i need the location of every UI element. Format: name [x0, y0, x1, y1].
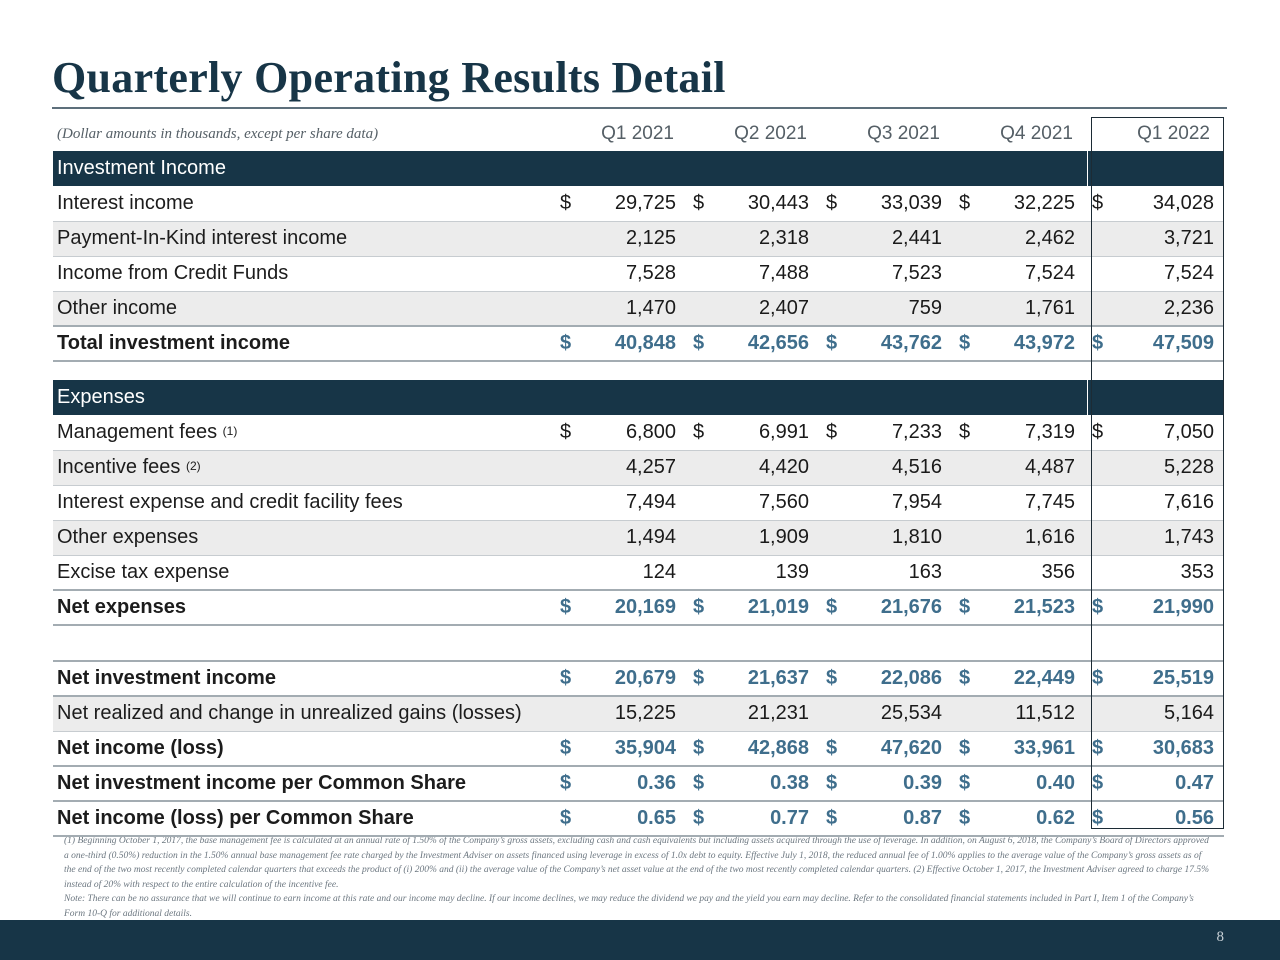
row-label: Interest expense and credit facility fees: [57, 491, 403, 513]
value-q1-2022: 7,616: [1123, 485, 1224, 520]
value-q1-2021: 6,800: [591, 415, 688, 450]
row-label: Net investment income: [57, 667, 276, 689]
column-header-q1-2021: Q1 2021: [601, 123, 674, 144]
value-q1-2021: 7,528: [591, 256, 688, 291]
row-label: Net expenses: [57, 596, 186, 618]
currency-symbol: [954, 291, 990, 326]
value-q4-2021: 1,616: [990, 520, 1087, 555]
currency-symbol: [688, 291, 724, 326]
header-spacer: [688, 117, 724, 151]
value-q3-2021: 22,086: [857, 661, 954, 696]
value-q2-2021: 139: [724, 555, 821, 590]
value-q1-2021: 124: [591, 555, 688, 590]
currency-symbol: [1087, 485, 1123, 520]
row-label: Net income (loss) per Common Share: [57, 807, 414, 829]
row-label-cell: [53, 555, 555, 590]
currency-symbol: $: [555, 766, 591, 801]
page-number: 8: [1216, 929, 1224, 945]
footer-bar: [0, 920, 1280, 960]
currency-symbol: [821, 555, 857, 590]
currency-symbol: $: [954, 661, 990, 696]
row-label-cell: [53, 221, 555, 256]
spacer-row: [53, 625, 1224, 661]
value-q3-2021: 25,534: [857, 696, 954, 731]
row-label: Excise tax expense: [57, 560, 230, 583]
value-q4-2021: 32,225: [990, 186, 1087, 221]
currency-symbol: [1087, 256, 1123, 291]
section-fill: [1087, 151, 1224, 186]
row-label: Interest income: [57, 191, 194, 214]
column-header-q3-2021: Q3 2021: [867, 123, 940, 144]
table-row: [53, 555, 1224, 590]
value-q1-2022: 25,519: [1123, 661, 1224, 696]
currency-symbol: [954, 696, 990, 731]
value-q4-2021: 11,512: [990, 696, 1087, 731]
units-note: (Dollar amounts in thousands, except per share data): [57, 125, 379, 142]
value-q1-2021: 20,169: [591, 590, 688, 625]
currency-symbol: [954, 520, 990, 555]
currency-symbol: $: [688, 186, 724, 221]
currency-symbol: $: [1087, 415, 1123, 450]
currency-symbol: [821, 520, 857, 555]
table-row: [53, 590, 1224, 625]
table-row: [53, 766, 1224, 801]
value-q2-2021: 2,318: [724, 221, 821, 256]
value-q1-2021: 2,125: [591, 221, 688, 256]
currency-symbol: [1087, 291, 1123, 326]
value-q4-2021: 0.40: [990, 766, 1087, 801]
value-q2-2021: 7,560: [724, 485, 821, 520]
row-label-cell: [53, 661, 555, 696]
value-q1-2022: 34,028: [1123, 186, 1224, 221]
row-label-cell: [53, 801, 555, 836]
value-q2-2021: 42,656: [724, 326, 821, 361]
row-label-cell: [53, 415, 555, 450]
value-q1-2021: 20,679: [591, 661, 688, 696]
currency-symbol: [555, 555, 591, 590]
currency-symbol: $: [954, 731, 990, 766]
value-q1-2022: 7,050: [1123, 415, 1224, 450]
column-header-q4-2021: Q4 2021: [1000, 123, 1073, 144]
value-q1-2022: 5,164: [1123, 696, 1224, 731]
value-q3-2021: 4,516: [857, 450, 954, 485]
value-q4-2021: 33,961: [990, 731, 1087, 766]
value-q2-2021: 0.38: [724, 766, 821, 801]
value-q1-2022: 0.47: [1123, 766, 1224, 801]
currency-symbol: $: [1087, 590, 1123, 625]
value-q2-2021: 7,488: [724, 256, 821, 291]
currency-symbol: [954, 485, 990, 520]
currency-symbol: $: [688, 731, 724, 766]
value-q3-2021: 7,954: [857, 485, 954, 520]
column-header-q1-2022: Q1 2022: [1137, 123, 1210, 144]
currency-symbol: [688, 450, 724, 485]
value-q2-2021: 2,407: [724, 291, 821, 326]
currency-symbol: [954, 450, 990, 485]
value-q2-2021: 4,420: [724, 450, 821, 485]
header-spacer: [555, 117, 591, 151]
value-q2-2021: 6,991: [724, 415, 821, 450]
value-q3-2021: 0.87: [857, 801, 954, 836]
value-q2-2021: 1,909: [724, 520, 821, 555]
currency-symbol: $: [555, 590, 591, 625]
currency-symbol: [821, 221, 857, 256]
value-q1-2022: 0.56: [1123, 801, 1224, 836]
value-q2-2021: 0.77: [724, 801, 821, 836]
section-fill: [1087, 380, 1224, 415]
currency-symbol: [821, 450, 857, 485]
currency-symbol: $: [1087, 326, 1123, 361]
currency-symbol: [555, 450, 591, 485]
row-label: Net investment income per Common Share: [57, 772, 466, 794]
currency-symbol: [555, 256, 591, 291]
currency-symbol: [688, 555, 724, 590]
row-label-cell: [53, 731, 555, 766]
currency-symbol: $: [954, 801, 990, 836]
table-row: [53, 450, 1224, 485]
row-label: Total investment income: [57, 332, 291, 354]
currency-symbol: $: [688, 326, 724, 361]
currency-symbol: [688, 696, 724, 731]
row-label-cell: [53, 186, 555, 221]
value-q1-2022: 21,990: [1123, 590, 1224, 625]
row-label-cell: [53, 485, 555, 520]
spacer-row: [53, 361, 1224, 380]
value-q2-2021: 21,637: [724, 661, 821, 696]
currency-symbol: $: [555, 731, 591, 766]
value-q1-2021: 29,725: [591, 186, 688, 221]
currency-symbol: $: [688, 661, 724, 696]
value-q4-2021: 21,523: [990, 590, 1087, 625]
currency-symbol: [555, 485, 591, 520]
value-q3-2021: 7,523: [857, 256, 954, 291]
currency-symbol: [1087, 696, 1123, 731]
value-q3-2021: 1,810: [857, 520, 954, 555]
table-row: [53, 221, 1224, 256]
currency-symbol: $: [821, 801, 857, 836]
value-q1-2021: 40,848: [591, 326, 688, 361]
value-q1-2021: 1,470: [591, 291, 688, 326]
row-label-cell: [53, 696, 555, 731]
value-q2-2021: 21,019: [724, 590, 821, 625]
value-q4-2021: 7,524: [990, 256, 1087, 291]
table-row: [53, 520, 1224, 555]
header-spacer: [1087, 117, 1123, 151]
value-q3-2021: 33,039: [857, 186, 954, 221]
currency-symbol: $: [1087, 801, 1123, 836]
currency-symbol: $: [821, 590, 857, 625]
header-row: [53, 117, 1224, 151]
currency-symbol: $: [954, 326, 990, 361]
footnote-fees: (1) Beginning October 1, 2017, the base management fee is calculated at an annual rate of 1.50% of the Company’s gross assets, excluding cash and cash equivalents but including assets acquired through the use of leverage. In addition, on August 6, 2018, the Company’s Board of Directors approved a one-third (0.50%) reduction in the 1.50% annual base management fee rate charged by the Investment Adviser on assets financed using leverage in excess of 1.0x debt to equity. Effective July 1, 2018, the reduced annual fee of 1.00% applies to the average value of the Company’s gross assets as of the end of the two most recently completed calendar quarters that exceeds the product of (i) 200% and (ii) the average value of the Company’s net asset value at the end of the two most recently completed calendar quarters. (2) Effective October 1, 2017, the Investment Adviser agreed to charge 17.5% instead of 20% with respect to the entire calculation of the incentive fee.: [64, 836, 1209, 890]
currency-symbol: [1087, 221, 1123, 256]
value-q4-2021: 4,487: [990, 450, 1087, 485]
value-q1-2022: 30,683: [1123, 731, 1224, 766]
table-row: [53, 485, 1224, 520]
currency-symbol: [954, 221, 990, 256]
footnote-marker: (2): [185, 459, 201, 473]
currency-symbol: $: [954, 590, 990, 625]
currency-symbol: $: [555, 186, 591, 221]
table-row: [53, 256, 1224, 291]
row-label-cell: [53, 766, 555, 801]
currency-symbol: $: [954, 766, 990, 801]
currency-symbol: $: [688, 415, 724, 450]
currency-symbol: [688, 256, 724, 291]
table-row: [53, 186, 1224, 221]
row-label: Other income: [57, 296, 178, 319]
currency-symbol: [555, 221, 591, 256]
currency-symbol: [1087, 555, 1123, 590]
currency-symbol: $: [555, 801, 591, 836]
currency-symbol: $: [821, 661, 857, 696]
value-q1-2022: 2,236: [1123, 291, 1224, 326]
row-label-cell: [53, 590, 555, 625]
row-label-cell: [53, 520, 555, 555]
section-header-investment-income: [53, 151, 1224, 186]
currency-symbol: [821, 256, 857, 291]
table-row: [53, 696, 1224, 731]
value-q3-2021: 21,676: [857, 590, 954, 625]
row-label: Payment-In-Kind interest income: [57, 227, 348, 249]
currency-symbol: [821, 291, 857, 326]
currency-symbol: [821, 696, 857, 731]
value-q1-2022: 5,228: [1123, 450, 1224, 485]
currency-symbol: $: [821, 766, 857, 801]
currency-symbol: [954, 256, 990, 291]
currency-symbol: $: [1087, 766, 1123, 801]
table-row: [53, 661, 1224, 696]
currency-symbol: [821, 485, 857, 520]
currency-symbol: $: [688, 766, 724, 801]
value-q3-2021: 759: [857, 291, 954, 326]
row-label: Management fees: [57, 420, 218, 443]
value-q2-2021: 30,443: [724, 186, 821, 221]
spacer-cell: [53, 625, 1224, 661]
currency-symbol: $: [688, 801, 724, 836]
row-label: Net realized and change in unrealized gains (losses): [57, 702, 522, 725]
row-label-cell: [53, 450, 555, 485]
currency-symbol: $: [1087, 661, 1123, 696]
header-spacer: [821, 117, 857, 151]
currency-symbol: $: [555, 415, 591, 450]
currency-symbol: [688, 485, 724, 520]
value-q3-2021: 7,233: [857, 415, 954, 450]
currency-symbol: [555, 520, 591, 555]
row-label-cell: [53, 291, 555, 326]
row-label: Net income (loss): [57, 736, 224, 759]
currency-symbol: [954, 555, 990, 590]
value-q1-2021: 1,494: [591, 520, 688, 555]
value-q3-2021: 0.39: [857, 766, 954, 801]
section-label: Investment Income: [53, 151, 1087, 186]
currency-symbol: [688, 221, 724, 256]
value-q1-2021: 7,494: [591, 485, 688, 520]
currency-symbol: $: [688, 590, 724, 625]
value-q3-2021: 2,441: [857, 221, 954, 256]
currency-symbol: $: [1087, 731, 1123, 766]
value-q1-2021: 4,257: [591, 450, 688, 485]
row-label: Income from Credit Funds: [57, 262, 289, 284]
currency-symbol: [1087, 450, 1123, 485]
table-row: [53, 801, 1224, 836]
header-spacer: [954, 117, 990, 151]
value-q3-2021: 163: [857, 555, 954, 590]
row-label: Other expenses: [57, 526, 199, 548]
currency-symbol: [1087, 520, 1123, 555]
footnotes: [64, 834, 1214, 921]
currency-symbol: [555, 291, 591, 326]
value-q4-2021: 22,449: [990, 661, 1087, 696]
currency-symbol: [555, 696, 591, 731]
section-header-expenses: [53, 380, 1224, 415]
page-title: Quarterly Operating Results Detail: [52, 53, 726, 102]
table-row: [53, 291, 1224, 326]
table-row: [53, 415, 1224, 450]
currency-symbol: $: [555, 326, 591, 361]
table-row: [53, 731, 1224, 766]
value-q1-2021: 0.65: [591, 801, 688, 836]
value-q3-2021: 43,762: [857, 326, 954, 361]
currency-symbol: $: [954, 415, 990, 450]
value-q4-2021: 0.62: [990, 801, 1087, 836]
footnote-note: Note: There can be no assurance that we will continue to earn income at this rate and our income may decline. If our income declines, we may reduce the dividend we pay and the yield you earn may decline. Refer to the consolidated financial statements included in Part I, Item 1 of the Company’s Form 10-Q for additional details.: [64, 894, 1194, 919]
value-q4-2021: 2,462: [990, 221, 1087, 256]
value-q4-2021: 356: [990, 555, 1087, 590]
currency-symbol: [688, 520, 724, 555]
table-row: [53, 326, 1224, 361]
value-q1-2022: 353: [1123, 555, 1224, 590]
value-q1-2022: 7,524: [1123, 256, 1224, 291]
currency-symbol: $: [954, 186, 990, 221]
value-q1-2021: 35,904: [591, 731, 688, 766]
row-label-cell: [53, 256, 555, 291]
currency-symbol: $: [555, 661, 591, 696]
title-divider: [52, 107, 1227, 109]
value-q4-2021: 43,972: [990, 326, 1087, 361]
currency-symbol: $: [821, 415, 857, 450]
value-q2-2021: 42,868: [724, 731, 821, 766]
value-q1-2021: 0.36: [591, 766, 688, 801]
value-q4-2021: 7,319: [990, 415, 1087, 450]
spacer-cell: [53, 361, 1224, 380]
row-label: Incentive fees: [57, 456, 181, 478]
column-header-q2-2021: Q2 2021: [734, 123, 807, 144]
value-q1-2022: 1,743: [1123, 520, 1224, 555]
operating-results-table: [53, 117, 1224, 837]
value-q1-2021: 15,225: [591, 696, 688, 731]
currency-symbol: $: [1087, 186, 1123, 221]
value-q1-2022: 3,721: [1123, 221, 1224, 256]
value-q3-2021: 47,620: [857, 731, 954, 766]
footnote-marker: (1): [222, 423, 238, 438]
value-q2-2021: 21,231: [724, 696, 821, 731]
currency-symbol: $: [821, 326, 857, 361]
value-q1-2022: 47,509: [1123, 326, 1224, 361]
value-q4-2021: 7,745: [990, 485, 1087, 520]
row-label-cell: [53, 326, 555, 361]
section-label: Expenses: [53, 380, 1087, 415]
currency-symbol: $: [821, 186, 857, 221]
currency-symbol: $: [821, 731, 857, 766]
value-q4-2021: 1,761: [990, 291, 1087, 326]
